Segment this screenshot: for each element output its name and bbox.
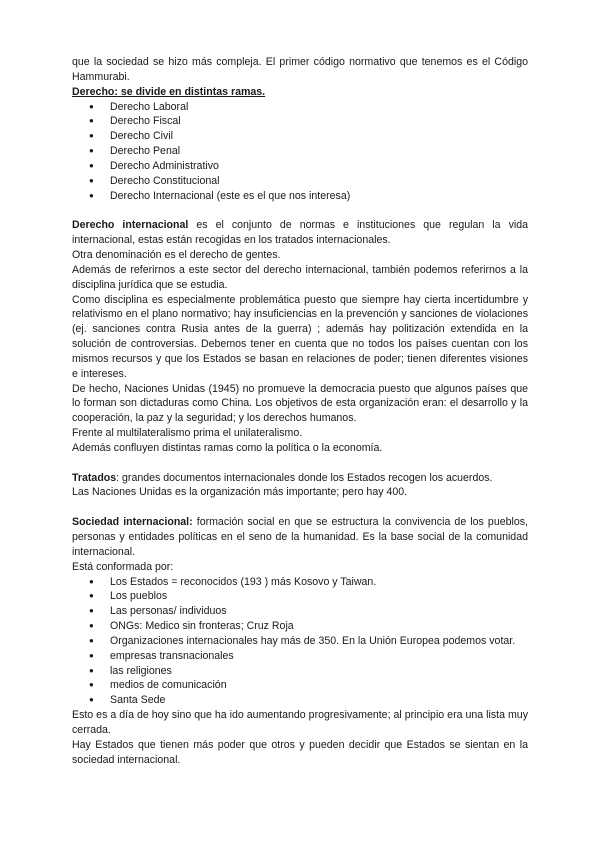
tratados-note: Las Naciones Unidas es la organización más importante; pero hay 400. <box>72 486 408 499</box>
paragraph: Frente al multilateralismo prima el unilateralismo. <box>72 427 303 440</box>
tratados-definition <box>72 471 528 486</box>
paragraph: De hecho, Naciones Unidas (1945) no promueve la democracia puesto que algunos países que lo forman son dictaduras como China. Los objetivos de esta organización eran: el desarrollo y la cooperación, la paz y la seguridad; y los derechos humanos. <box>72 382 528 425</box>
list-item: ● Los pueblos <box>72 589 528 604</box>
sociedad-definition-text: formación social en que se estructura la convivencia de los pueblos, personas y entidades políticas en el seno de la humanidad. Es la base social de la comunidad internacional. <box>72 516 528 558</box>
list-item: ● Derecho Laboral <box>72 100 528 115</box>
sociedad-term: Sociedad internacional: <box>72 516 193 529</box>
branches-list <box>72 100 528 204</box>
paragraph-gap <box>72 203 528 218</box>
tratados-definition-text: : grandes documentos internacionales donde los Estados recogen los acuerdos. <box>116 471 493 484</box>
list-item: ● ONGs: Medico sin fronteras; Cruz Roja <box>72 619 528 634</box>
paragraph: Esto es a día de hoy sino que ha ido aumentando progresivamente; al principio era una lista muy cerrada. <box>72 709 528 736</box>
intro-paragraph: que la sociedad se hizo más compleja. El primer código normativo que tenemos es el Código Hammurabi. <box>72 56 528 83</box>
list-item: ● Derecho Penal <box>72 144 528 159</box>
internacional-definition-text: es el conjunto de normas e instituciones que regulan la vida internacional, estas están recogidas en los tratados internacionales. <box>72 219 528 247</box>
paragraph: Otra denominación es el derecho de gentes. <box>72 248 281 261</box>
tratados-term: Tratados <box>72 471 117 484</box>
list-item: ● Derecho Fiscal <box>72 114 528 129</box>
branches-heading: Derecho: se divide en distintas ramas. <box>72 85 266 98</box>
paragraph-gap <box>72 500 528 515</box>
list-item: ● Organizaciones internacionales hay más de 350. En la Unión Europea podemos votar. <box>72 634 528 649</box>
paragraph: Como disciplina es especialmente problemática puesto que siempre hay cierta incertidumbre y relativismo en el plano normativo; hay insuficiencias en la prevención y sanciones de violaciones (ej. sanciones contra Rusia antes de la guerra) ; además hay politización extendida en la solución de controversias. Debemos tener en cuenta que no todos los países cuentan con los mismos recursos y que los Estados se basan en relaciones de poder; tienen diferentes visiones e intereses. <box>72 293 528 380</box>
sociedad-list <box>72 575 528 709</box>
list-item: ● Derecho Internacional (este es el que nos interesa) <box>72 189 528 204</box>
document-page <box>72 55 528 768</box>
paragraph: Además de referirnos a este sector del derecho internacional, también podemos referirnos a la disciplina jurídica que se estudia. <box>72 263 528 291</box>
internacional-term: Derecho internacional <box>72 219 189 232</box>
list-item: ● Santa Sede <box>72 693 528 708</box>
list-item: ● medios de comunicación <box>72 678 528 693</box>
paragraph-gap <box>72 456 528 471</box>
list-item: ● las religiones <box>72 664 528 679</box>
sociedad-definition <box>72 515 528 560</box>
list-item: ● Derecho Constitucional <box>72 174 528 189</box>
list-item: ● Las personas/ individuos <box>72 604 528 619</box>
paragraph: Además confluyen distintas ramas como la política o la economía. <box>72 441 383 454</box>
list-item: ● Los Estados = reconocidos (193 ) más Kosovo y Taiwan. <box>72 575 528 590</box>
list-item: ● Derecho Administrativo <box>72 159 528 174</box>
internacional-definition <box>72 218 528 248</box>
paragraph: Hay Estados que tienen más poder que otros y pueden decidir que Estados se sientan en la sociedad internacional. <box>72 738 528 766</box>
list-item: ● Derecho Civil <box>72 129 528 144</box>
list-item: ● empresas transnacionales <box>72 649 528 664</box>
sociedad-lead: Está conformada por: <box>72 560 174 573</box>
